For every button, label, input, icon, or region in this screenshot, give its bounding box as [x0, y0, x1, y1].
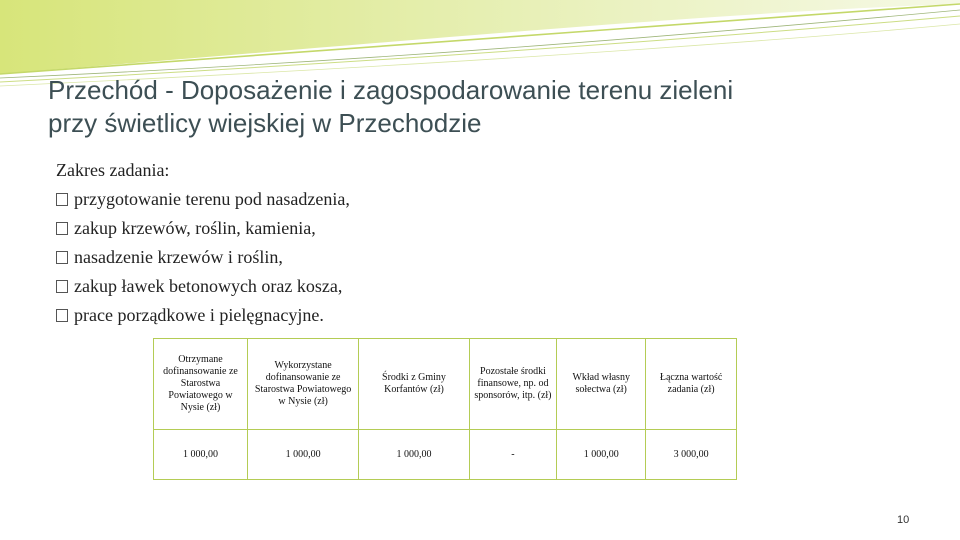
value-cell: 1 000,00: [247, 430, 358, 480]
scope-item: [56, 243, 350, 272]
value-cell: 3 000,00: [646, 430, 737, 480]
header-cell: Pozostałe środki finansowe, np. od sponsorów, itp. (zł): [469, 339, 557, 430]
scope-item-text: prace porządkowe i pielęgnacyjne.: [74, 305, 324, 325]
value-cell: 1 000,00: [359, 430, 469, 480]
scope-item-text: nasadzenie krzewów i roślin,: [74, 247, 283, 267]
header-cell: Wkład własny sołectwa (zł): [557, 339, 646, 430]
header-cell: Środki z Gminy Korfantów (zł): [359, 339, 469, 430]
slide-title: [48, 74, 928, 140]
checkbox-icon: [56, 251, 68, 264]
value-cell: 1 000,00: [154, 430, 248, 480]
scope-item-text: zakup krzewów, roślin, kamienia,: [74, 218, 316, 238]
value-cell: 1 000,00: [557, 430, 646, 480]
checkbox-icon: [56, 222, 68, 235]
scope-item: [56, 185, 350, 214]
table-header-row: [154, 339, 737, 430]
header-cell: Łączna wartość zadania (zł): [646, 339, 737, 430]
scope-item: [56, 214, 350, 243]
funding-table: [153, 338, 737, 480]
scope-item: [56, 301, 350, 330]
title-line-1: Przechód - Doposażenie i zagospodarowanie terenu zieleni: [48, 75, 734, 105]
header-cell: Otrzymane dofinansowanie ze Starostwa Powiatowego w Nysie (zł): [154, 339, 248, 430]
scope-item: [56, 272, 350, 301]
title-line-2: przy świetlicy wiejskiej w Przechodzie: [48, 108, 482, 138]
scope-heading: Zakres zadania:: [56, 160, 170, 180]
scope-list: [56, 156, 350, 330]
scope-item-text: zakup ławek betonowych oraz kosza,: [74, 276, 343, 296]
header-cell: Wykorzystane dofinansowanie ze Starostwa Powiatowego w Nysie (zł): [247, 339, 358, 430]
checkbox-icon: [56, 309, 68, 322]
scope-item-text: przygotowanie terenu pod nasadzenia,: [74, 189, 350, 209]
page-number: 10: [897, 514, 910, 526]
value-cell: -: [469, 430, 557, 480]
checkbox-icon: [56, 193, 68, 206]
checkbox-icon: [56, 280, 68, 293]
table-row: [154, 430, 737, 480]
